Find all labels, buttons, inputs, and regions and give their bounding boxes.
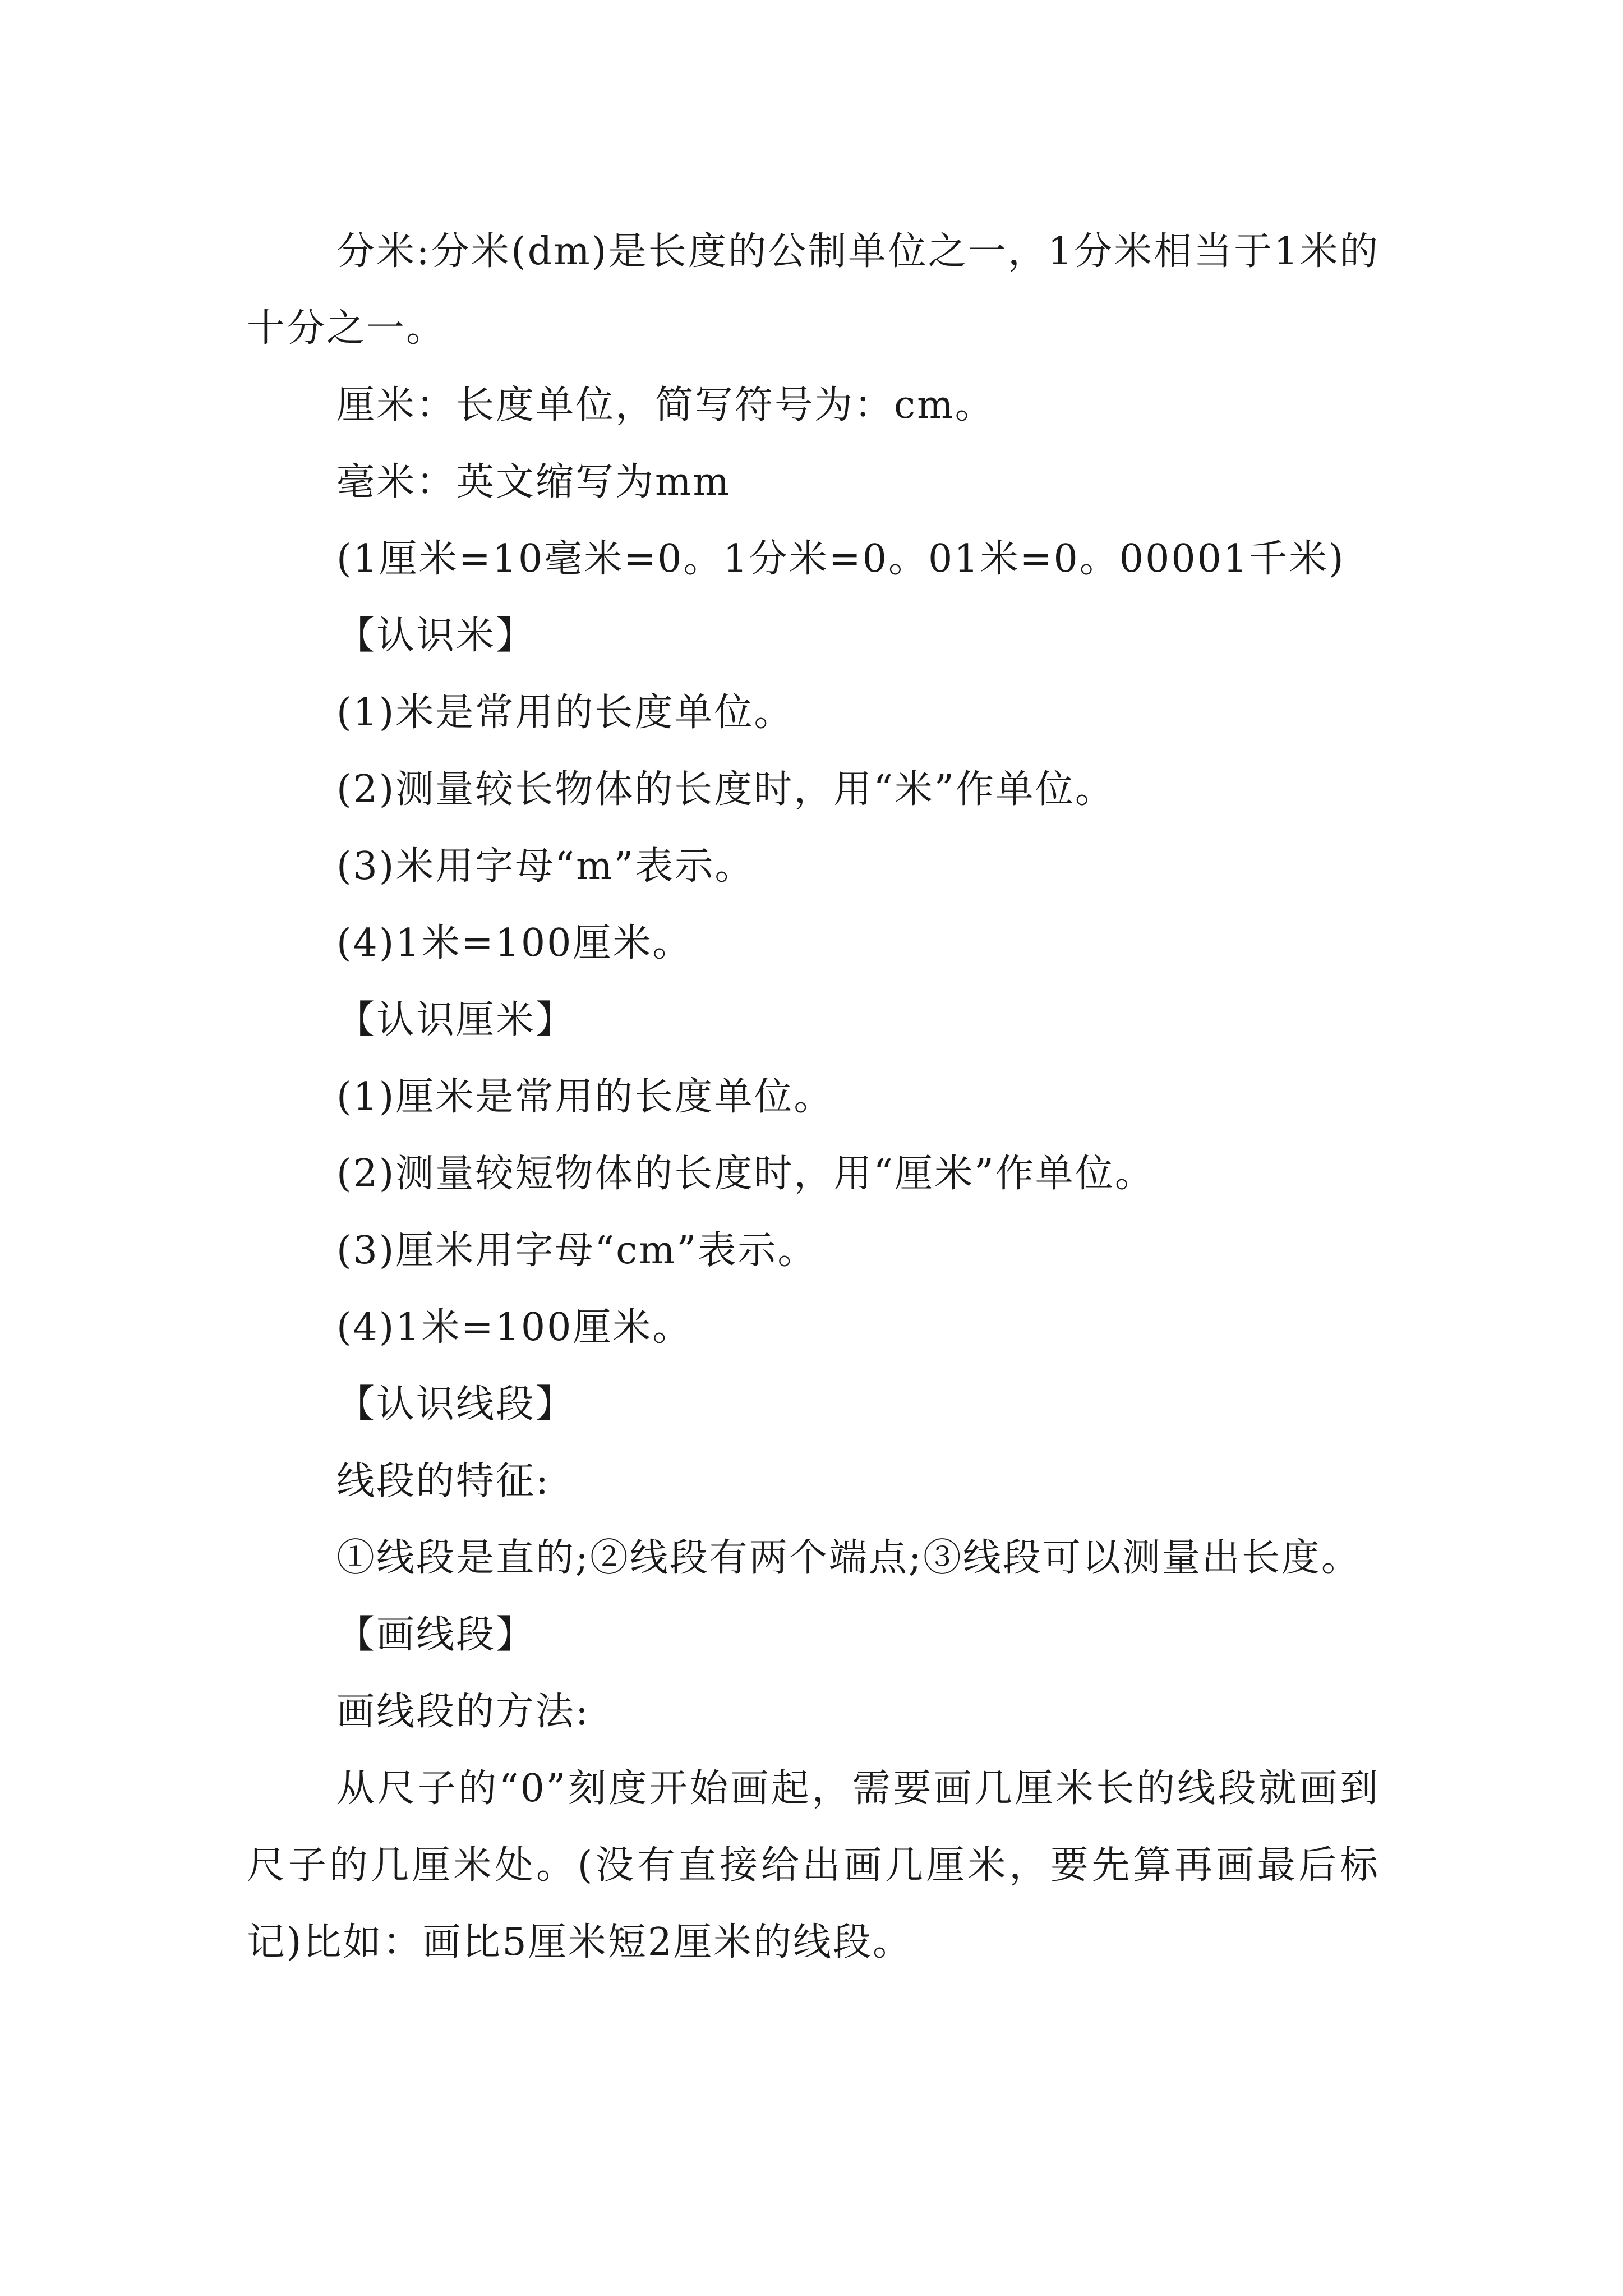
list-item: (2)测量较短物体的长度时，用“厘米”作单位。 (336, 1152, 1155, 1196)
list-item: (1)厘米是常用的长度单位。 (336, 1075, 834, 1119)
paragraph-draw-method: 从尺子的“0”刻度开始画起，需要画几厘米长的线段就画到尺子的几厘米处。(没有直接给出画几厘米，要先算再画最后标记)比如：画比5厘米短2厘米的线段。 (247, 1766, 1380, 1964)
list-item: (1)米是常用的长度单位。 (336, 691, 794, 735)
heading-meter: 【认识米】 (336, 614, 536, 658)
paragraph-segment-features-label: 线段的特征: (336, 1459, 550, 1503)
list-item: (4)1米=100厘米。 (336, 1305, 693, 1350)
document-body (247, 213, 1380, 1981)
heading-line-segment: 【认识线段】 (336, 1382, 576, 1427)
heading-centimeter: 【认识厘米】 (336, 998, 576, 1042)
paragraph-decimeter-definition: 分米:分米(dm)是长度的公制单位之一，1分米相当于1米的十分之一。 (247, 229, 1380, 351)
list-item: (3)厘米用字母“cm”表示。 (336, 1228, 818, 1273)
list-item: (3)米用字母“m”表示。 (336, 844, 755, 889)
list-item: (4)1米=100厘米。 (336, 921, 693, 965)
paragraph-millimeter-definition: 毫米：英文缩写为mm (336, 460, 731, 504)
heading-draw-segment: 【画线段】 (336, 1613, 536, 1657)
paragraph-centimeter-definition: 厘米：长度单位，简写符号为：cm。 (336, 383, 995, 427)
list-item: (2)测量较长物体的长度时，用“米”作单位。 (336, 767, 1115, 812)
paragraph-segment-features: ①线段是直的;②线段有两个端点;③线段可以测量出长度。 (336, 1536, 1361, 1580)
paragraph-draw-method-label: 画线段的方法: (336, 1690, 590, 1734)
paragraph-unit-conversion: (1厘米=10毫米=0。1分米=0。01米=0。00001千米) (336, 537, 1345, 581)
